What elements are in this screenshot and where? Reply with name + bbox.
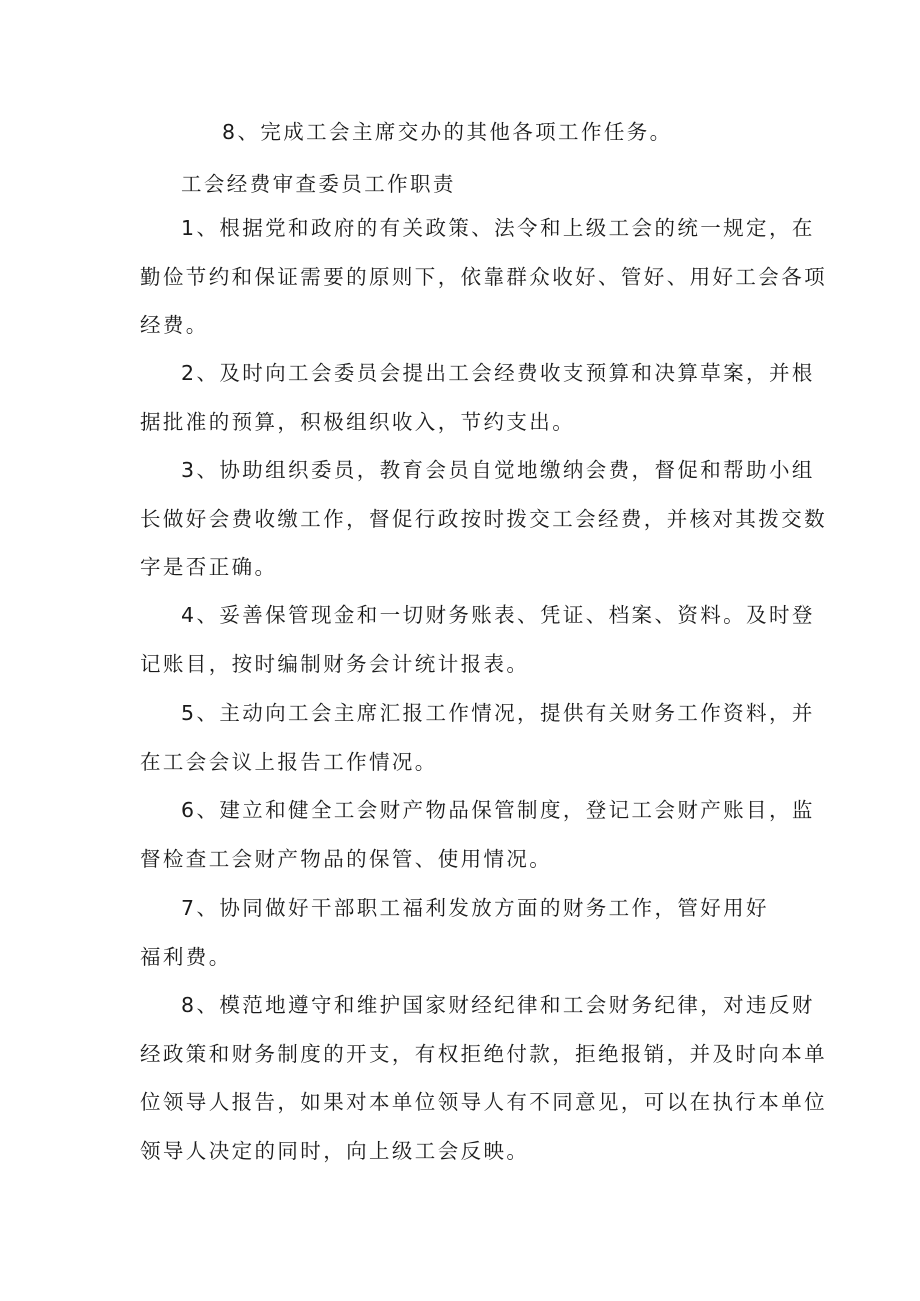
text-line: 3、协助组织委员，教育会员自觉地缴纳会费，督促和帮助小组 [181, 458, 815, 482]
duty-item-8 [140, 981, 827, 1175]
lead-item-paragraph [140, 108, 790, 157]
text-line: 字是否正确。 [140, 555, 278, 579]
text-line: 8、完成工会主席交办的其他各项工作任务。 [222, 120, 673, 144]
text-line: 7、协同做好干部职工福利发放方面的财务工作，管好用好 [181, 896, 769, 920]
duty-item-5 [140, 689, 815, 786]
text-line: 领导人决定的同时，向上级工会反映。 [140, 1138, 530, 1163]
duty-item-4 [140, 591, 815, 688]
section-title: 工会经费审查委员工作职责 [181, 172, 456, 196]
duty-item-2 [140, 349, 815, 446]
text-line: 4、妥善保管现金和一切财务账表、凭证、档案、资料。及时登 [181, 603, 815, 627]
duty-item-7 [140, 884, 790, 981]
text-line: 经费。 [140, 313, 209, 337]
text-line: 据批准的预算，积极组织收入，节约支出。 [140, 409, 576, 434]
text-line: 勤俭节约和保证需要的原则下，依靠群众收好、管好、用好工会各项 [140, 264, 827, 289]
text-line: 1、根据党和政府的有关政策、法令和上级工会的统一规定，在 [181, 216, 815, 240]
text-line: 8、模范地遵守和维护国家财经纪律和工会财务纪律，对违反财 [181, 993, 815, 1017]
text-line: 经政策和财务制度的开支，有权拒绝付款，拒绝报销，并及时向本单 [140, 1041, 827, 1066]
text-line: 长做好会费收缴工作，督促行政按时拨交工会经费，并核对其拨交数 [140, 506, 827, 531]
text-line: 位领导人报告，如果对本单位领导人有不同意见，可以在执行本单位 [140, 1090, 827, 1114]
text-line: 在工会会议上报告工作情况。 [140, 749, 438, 774]
duty-item-3 [140, 446, 827, 592]
text-line: 督检查工会财产物品的保管、使用情况。 [140, 846, 553, 871]
text-line: 2、及时向工会委员会提出工会经费收支预算和决算草案，并根 [181, 361, 815, 385]
duty-item-1 [140, 204, 827, 350]
text-line: 6、建立和健全工会财产物品保管制度，登记工会财产账目，监 [181, 798, 815, 822]
text-line: 福利费。 [140, 944, 232, 969]
duty-item-6 [140, 786, 815, 883]
text-line: 5、主动向工会主席汇报工作情况，提供有关财务工作资料，并 [181, 701, 815, 725]
text-line: 记账目，按时编制财务会计统计报表。 [140, 651, 530, 676]
